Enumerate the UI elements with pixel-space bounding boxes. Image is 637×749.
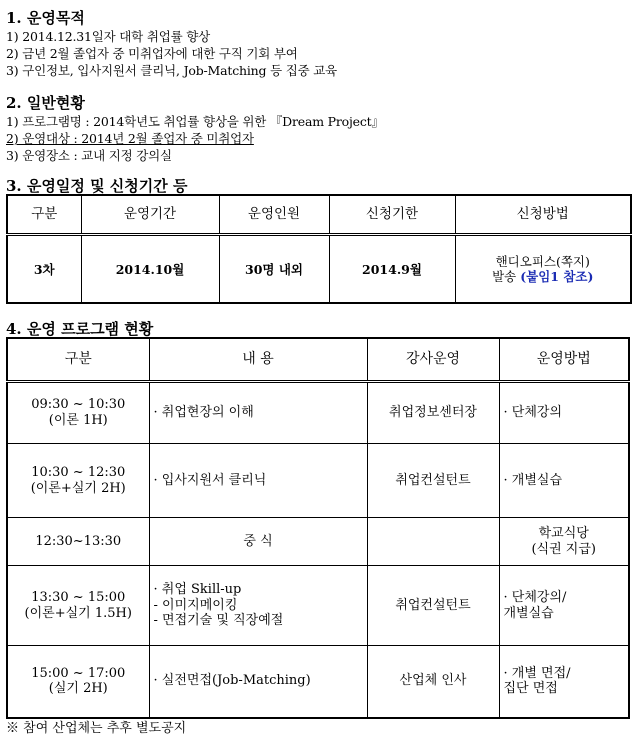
schedule-method-send: 발송: [492, 269, 521, 284]
section-2-title: 2. 일반현황: [6, 94, 85, 112]
program-row-2-instructor: 취업컨설턴트: [367, 444, 499, 518]
schedule-table: [6, 194, 632, 304]
schedule-period: 2014.10월: [81, 235, 219, 304]
program-row-2-content: · 입사지원서 클리닉: [149, 444, 367, 518]
program-row-4-time-note: (이론+실기 1.5H): [24, 605, 132, 621]
schedule-data-row: [7, 235, 631, 304]
attachment-reference-link: (붙임1 참조): [520, 269, 594, 284]
schedule-header-people: 운영인원: [219, 195, 329, 235]
program-row-1-time-range: 09:30 ~ 10:30: [31, 397, 126, 413]
program-row-5-method-line-1: · 개별 면접/: [503, 665, 571, 681]
program-row-2-method: · 개별실습: [499, 444, 629, 518]
schedule-header-gubun: 구분: [7, 195, 81, 235]
program-header-instructor: 강사운영: [367, 338, 499, 382]
program-row-5-method-line-2: 집단 면접: [503, 681, 558, 697]
program-row-1-content: · 취업현장의 이해: [149, 382, 367, 444]
program-row-4-method: [499, 566, 629, 646]
schedule-header-method: 신청방법: [455, 195, 631, 235]
program-row-4-content-line-3: - 면접기술 및 직장예절: [153, 613, 284, 629]
program-row-4-time: [7, 566, 149, 646]
program-row-4-instructor: 취업컨설턴트: [367, 566, 499, 646]
program-row-3-method: [499, 518, 629, 566]
program-row-2-time-range: 10:30 ~ 12:30: [31, 464, 126, 480]
section-1-line-1: 1) 2014.12.31일자 대학 취업률 향상: [6, 29, 210, 44]
schedule-header-period: 운영기간: [81, 195, 219, 235]
program-row-5-time: [7, 646, 149, 718]
program-row-3-method-line-1: 학교식당: [538, 525, 589, 541]
program-row-3: [7, 518, 629, 566]
program-row-3-instructor: [367, 518, 499, 566]
program-row-3-content: 중 식: [149, 518, 367, 566]
program-row-1-method: · 단체강의: [499, 382, 629, 444]
schedule-method: [455, 235, 631, 304]
program-row-2-time: [7, 444, 149, 518]
program-row-5-time-note: (실기 2H): [48, 681, 108, 697]
program-row-2: [7, 444, 629, 518]
program-row-4-content: [149, 566, 367, 646]
program-header-row: [7, 338, 629, 382]
program-row-5: [7, 646, 629, 718]
section-3-title: 3. 운영일정 및 신청기간 등: [6, 177, 188, 195]
section-1-line-3: 3) 구인정보, 입사지원서 클리닉, Job-Matching 등 집중 교육: [6, 63, 338, 78]
program-row-4-content-line-2: - 이미지메이킹: [153, 597, 238, 613]
footnote: ※ 참여 산업체는 추후 별도공지: [6, 721, 187, 736]
schedule-people: 30명 내외: [219, 235, 329, 304]
schedule-header-deadline: 신청기한: [329, 195, 455, 235]
program-row-3-method-line-2: (식권 지급): [531, 541, 596, 557]
program-header-method: 운영방법: [499, 338, 629, 382]
program-row-1: [7, 382, 629, 444]
section-2-line-1: 1) 프로그램명 : 2014학년도 취업률 향상을 위한 『Dream Project』: [6, 114, 384, 129]
program-table: [6, 337, 630, 719]
program-row-4-method-line-1: · 단체강의/: [503, 589, 567, 605]
program-row-5-content: · 실전면접(Job-Matching): [149, 646, 367, 718]
program-row-5-time-range: 15:00 ~ 17:00: [31, 665, 126, 681]
program-row-5-method: [499, 646, 629, 718]
section-2-line-2: 2) 운영대상 : 2014년 2월 졸업자 중 미취업자: [6, 131, 254, 146]
schedule-header-row: [7, 195, 631, 235]
section-4-title: 4. 운영 프로그램 현황: [6, 320, 154, 338]
program-row-4: [7, 566, 629, 646]
program-row-2-time-note: (이론+실기 2H): [30, 480, 126, 496]
program-row-4-method-line-2: 개별실습: [503, 605, 554, 621]
schedule-deadline: 2014.9월: [329, 235, 455, 304]
section-1-line-2: 2) 금년 2월 졸업자 중 미취업자에 대한 구직 기회 부여: [6, 46, 298, 61]
program-row-1-time-note: (이론 1H): [48, 413, 108, 428]
program-row-4-time-range: 13:30 ~ 15:00: [31, 589, 126, 605]
program-header-content: 내 용: [149, 338, 367, 382]
schedule-method-line-2: [460, 269, 627, 284]
section-2-line-3: 3) 운영장소 : 교내 지정 강의실: [6, 148, 172, 163]
program-row-5-instructor: 산업체 인사: [367, 646, 499, 718]
program-row-3-time: 12:30~13:30: [7, 518, 149, 566]
program-row-4-content-line-1: · 취업 Skill-up: [153, 582, 242, 598]
schedule-gubun: 3차: [7, 235, 81, 304]
program-row-1-instructor: 취업정보센터장: [367, 382, 499, 444]
section-1-title: 1. 운영목적: [6, 9, 85, 27]
program-header-gubun: 구분: [7, 338, 149, 382]
schedule-method-line-1: 핸디오피스(쪽지): [495, 254, 590, 269]
program-row-1-time: [7, 382, 149, 444]
